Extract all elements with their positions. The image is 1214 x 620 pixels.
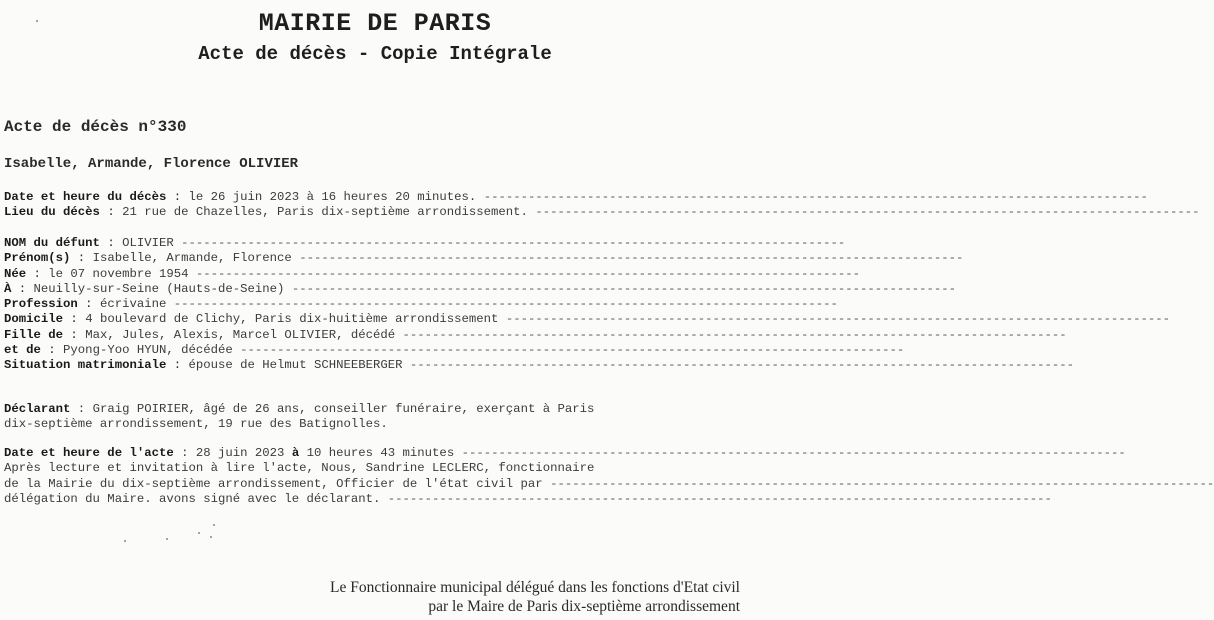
declarant-line-1: Déclarant : Graig POIRIER, âgé de 26 ans, conseiller funéraire, exerçant à Paris: [4, 402, 595, 416]
acte-line-2: [4, 461, 644, 476]
filler-dashes: ------------------------------------------------------------------------------------------: [402, 327, 1067, 342]
filler-dashes: ------------------------------------------------------------------------------------------: [535, 205, 1200, 220]
mother-value: Pyong-Yoo HYUN, décédée: [63, 343, 233, 358]
mother-line: et de : Pyong-Yoo HYUN, décédée ------------------------------------------------------------------------------------------: [4, 343, 905, 358]
filler-dashes: ------------------------------------------------------------------------------------------: [505, 312, 1170, 327]
signature-line-2: par le Maire de Paris dix-septième arrondissement: [428, 598, 740, 615]
declarant-line-2: [4, 417, 644, 432]
page-subtitle: Acte de décès - Copie Intégrale: [198, 43, 552, 65]
nom-label: NOM du défunt: [4, 236, 100, 250]
domicile-line: Domicile : 4 boulevard de Clichy, Paris dix-huitième arrondissement ------------------------------------------------------------------------------------------: [4, 312, 1170, 327]
father-value: Max, Jules, Alexis, Marcel OLIVIER, décédé: [85, 327, 396, 342]
filler-dashes: ------------------------------------------------------------------------------------------: [461, 446, 1126, 460]
birth-place-line: À : Neuilly-sur-Seine (Hauts-de-Seine) ------------------------------------------------------------------------------------------: [4, 281, 956, 296]
acte-block: [4, 446, 1214, 507]
filler-dashes: ------------------------------------------------------------------------------------------: [299, 251, 964, 266]
birth-date-value: le 07 novembre 1954: [48, 266, 189, 281]
scan-speck: [198, 532, 200, 534]
death-datetime-value: le 26 juin 2023 à 16 heures 20 minutes.: [188, 190, 477, 204]
nom-value: OLIVIER: [122, 236, 174, 250]
filler-dashes: ------------------------------------------------------------------------------------------: [550, 476, 1214, 491]
prenoms-value: Isabelle, Armande, Florence: [92, 251, 292, 266]
deceased-info-block: [4, 236, 1170, 374]
filler-dashes: ------------------------------------------------------------------------------------------: [181, 236, 846, 250]
acte-datetime-line: Date et heure de l'acte : 28 juin 2023 à 10 heures 43 minutes ------------------------------------------------------------------------------------------: [4, 446, 1126, 460]
acte-text-3: de la Mairie du dix-septième arrondissement, Officier de l'état civil par: [4, 476, 543, 491]
acte-date-value: 28 juin 2023: [195, 446, 285, 460]
acte-line-4: [4, 491, 1052, 507]
declarant-label: Déclarant: [4, 402, 71, 416]
filler-dashes: ------------------------------------------------------------------------------------------: [483, 190, 1148, 204]
death-info-block: [4, 190, 1200, 221]
domicile-label: Domicile: [4, 312, 64, 327]
acte-number: Acte de décès n°330: [4, 118, 187, 136]
death-place-value: 21 rue de Chazelles, Paris dix-septième arrondissement.: [122, 205, 528, 220]
birth-place-value: Neuilly-sur-Seine (Hauts-de-Seine): [33, 281, 285, 296]
scan-speck: [213, 524, 215, 526]
nom-line: NOM du défunt : OLIVIER ------------------------------------------------------------------------------------------: [4, 236, 846, 250]
signature-line-1: Le Fonctionnaire municipal délégué dans les fonctions d'Etat civil: [330, 579, 740, 596]
filler-dashes: ------------------------------------------------------------------------------------------: [240, 343, 905, 358]
filler-dashes: ------------------------------------------------------------------------------------------: [195, 266, 861, 281]
declarant-text-2: dix-septième arrondissement, 19 rue des Batignolles.: [4, 417, 388, 432]
scan-speck: [166, 538, 168, 540]
acte-text-4: délégation du Maire. avons signé avec le déclarant.: [4, 491, 381, 506]
scan-speck: [210, 536, 212, 538]
acte-a-word: à: [291, 446, 300, 460]
scan-speck: [36, 20, 38, 22]
acte-line-3: [4, 476, 1214, 492]
filler-dashes: ------------------------------------------------------------------------------------------: [173, 297, 838, 312]
filler-dashes: ------------------------------------------------------------------------------------------: [409, 358, 1075, 373]
death-place-line: Lieu du décès : 21 rue de Chazelles, Paris dix-septième arrondissement. ------------------------------------------------------------------------------------------: [4, 205, 1200, 220]
death-place-label: Lieu du décès: [4, 205, 100, 220]
deceased-full-name: Isabelle, Armande, Florence OLIVIER: [4, 156, 299, 172]
filler-dashes: ------------------------------------------------------------------------------------------: [387, 491, 1052, 506]
domicile-value: 4 boulevard de Clichy, Paris dix-huitième arrondissement: [85, 312, 499, 327]
birth-date-label: Née: [4, 266, 27, 281]
profession-line: Profession : écrivaine ------------------------------------------------------------------------------------------: [4, 297, 838, 312]
marital-status-line: Situation matrimoniale : épouse de Helmut SCHNEEBERGER ------------------------------------------------------------------------------------------: [4, 358, 1075, 373]
birth-place-label: À: [4, 281, 12, 296]
scan-speck: [124, 540, 126, 542]
father-label: Fille de: [4, 327, 64, 342]
profession-value: écrivaine: [99, 297, 167, 312]
acte-text-2: Après lecture et invitation à lire l'acte, Nous, Sandrine LECLERC, fonctionnaire: [4, 461, 595, 476]
declarant-text-1: Graig POIRIER, âgé de 26 ans, conseiller funéraire, exerçant à Paris: [92, 402, 595, 416]
acte-time-value: 10 heures 43 minutes: [306, 446, 455, 460]
death-datetime-line: Date et heure du décès : le 26 juin 2023 à 16 heures 20 minutes. ------------------------------------------------------------------------------------------: [4, 190, 1148, 204]
page-title: MAIRIE DE PARIS: [258, 9, 492, 38]
acte-datetime-label: Date et heure de l'acte: [4, 446, 174, 460]
birth-date-line: Née : le 07 novembre 1954 ------------------------------------------------------------------------------------------: [4, 266, 861, 281]
profession-label: Profession: [4, 297, 78, 312]
filler-dashes: ------------------------------------------------------------------------------------------: [291, 281, 956, 296]
prenoms-line: Prénom(s) : Isabelle, Armande, Florence ------------------------------------------------------------------------------------------: [4, 251, 964, 266]
declarant-block: [4, 402, 644, 433]
mother-label: et de: [4, 343, 41, 358]
prenoms-label: Prénom(s): [4, 251, 71, 266]
father-line: Fille de : Max, Jules, Alexis, Marcel OLIVIER, décédé ------------------------------------------------------------------------------------------: [4, 327, 1067, 342]
death-datetime-label: Date et heure du décès: [4, 190, 167, 204]
marital-status-label: Situation matrimoniale: [4, 358, 167, 373]
marital-status-value: épouse de Helmut SCHNEEBERGER: [188, 358, 403, 373]
